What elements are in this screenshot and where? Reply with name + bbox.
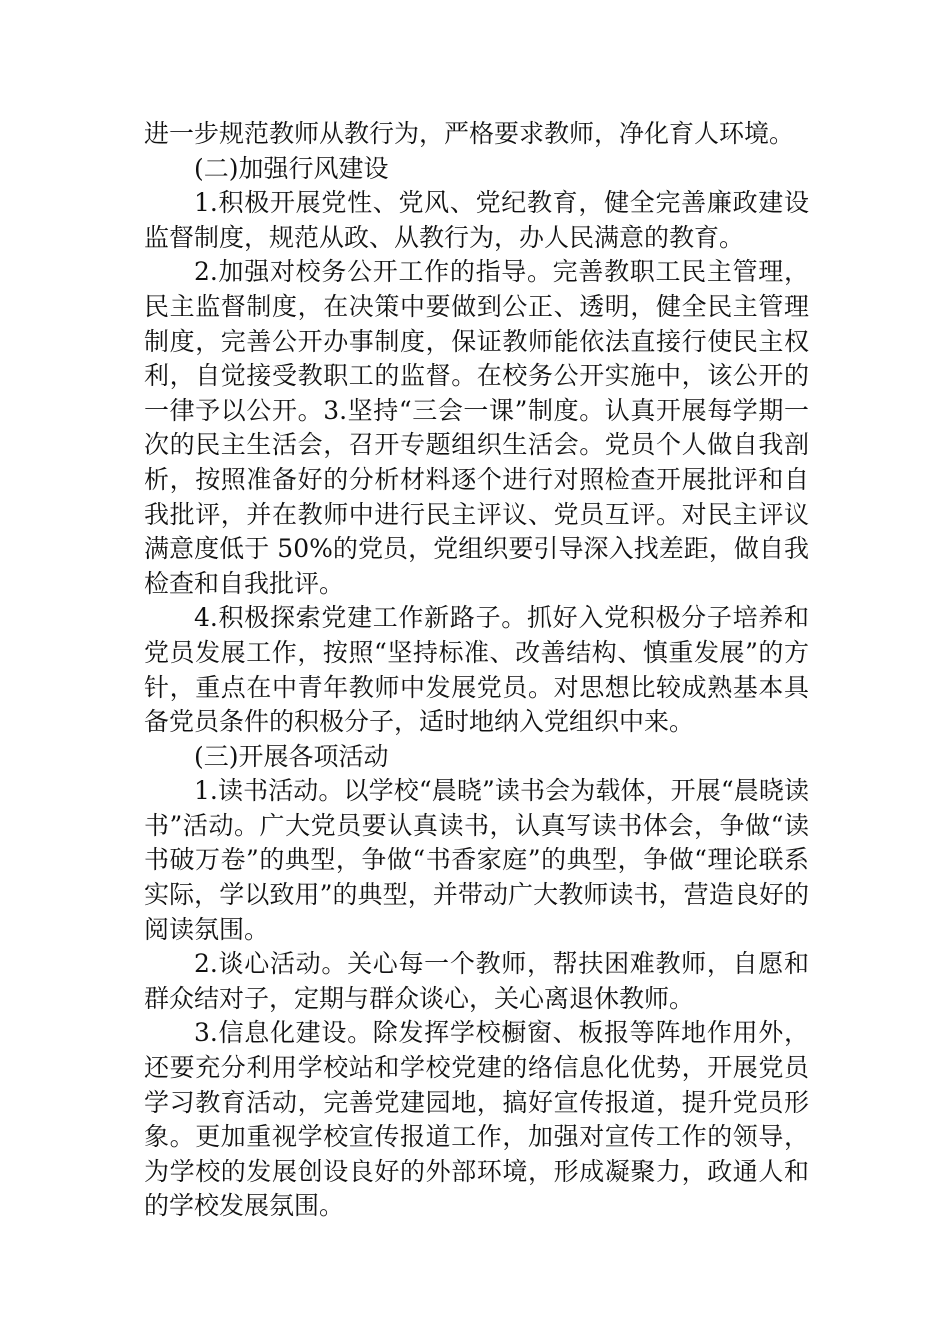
paragraph-activity-3: 3.信息化建设。除发挥学校橱窗、板报等阵地作用外，还要充分利用学校站和学校党建的络信息化优势，开展党员学习教育活动，完善党建园地，搞好宣传报道，提升党员形象。更加重视学校宣传报道工作，加强对宣传工作的领导，为学校的发展创设良好的外部环境，形成凝聚力，政通人和的学校发展氛围。	[144, 1018, 809, 1221]
document-body	[144, 117, 809, 1224]
section-heading-3: (三)开展各项活动	[194, 741, 389, 771]
paragraph-item-4: 4.积极探索党建工作新路子。抓好入党积极分子培养和党员发展工作，按照“坚持标准、改善结构、慎重发展”的方针，重点在中青年教师中发展党员。对思想比较成熟基本具备党员条件的积极分子，适时地纳入党组织中来。	[144, 603, 809, 737]
paragraph-item-2: 2.加强对校务公开工作的指导。完善教职工民主管理，民主监督制度，在决策中要做到公正、透明，健全民主管理制度，完善公开办事制度，保证教师能依法直接行使民主权利，自觉接受教职工的监督。在校务公开实施中，该公开的一律予以公开。3.坚持“三会一课”制度。认真开展每学期一次的民主生活会，召开专题组织生活会。党员个人做自我剖析，按照准备好的分析材料逐个进行对照检查开展批评和自我批评，并在教师中进行民主评议、党员互评。对民主评议满意度低于 50%的党员，党组织要引导深入找差距，做自我检查和自我批评。	[144, 257, 809, 598]
paragraph-continuation: 进一步规范教师从教行为，严格要求教师，净化育人环境。	[144, 119, 795, 148]
paragraph-item-1: 1.积极开展党性、党风、党纪教育，健全完善廉政建设监督制度，规范从政、从教行为，办人民满意的教育。	[144, 188, 809, 252]
paragraph-activity-2: 2.谈心活动。关心每一个教师，帮扶困难教师，自愿和群众结对子，定期与群众谈心，关心离退休教师。	[144, 949, 809, 1013]
paragraph-activity-1: 1.读书活动。以学校“晨晓”读书会为载体，开展“晨晓读书”活动。广大党员要认真读书，认真写读书体会，争做“读书破万卷”的典型，争做“书香家庭”的典型，争做“理论联系实际，学以致用”的典型，并带动广大教师读书，营造良好的阅读氛围。	[144, 776, 809, 944]
section-heading-2: (二)加强行风建设	[194, 153, 389, 183]
